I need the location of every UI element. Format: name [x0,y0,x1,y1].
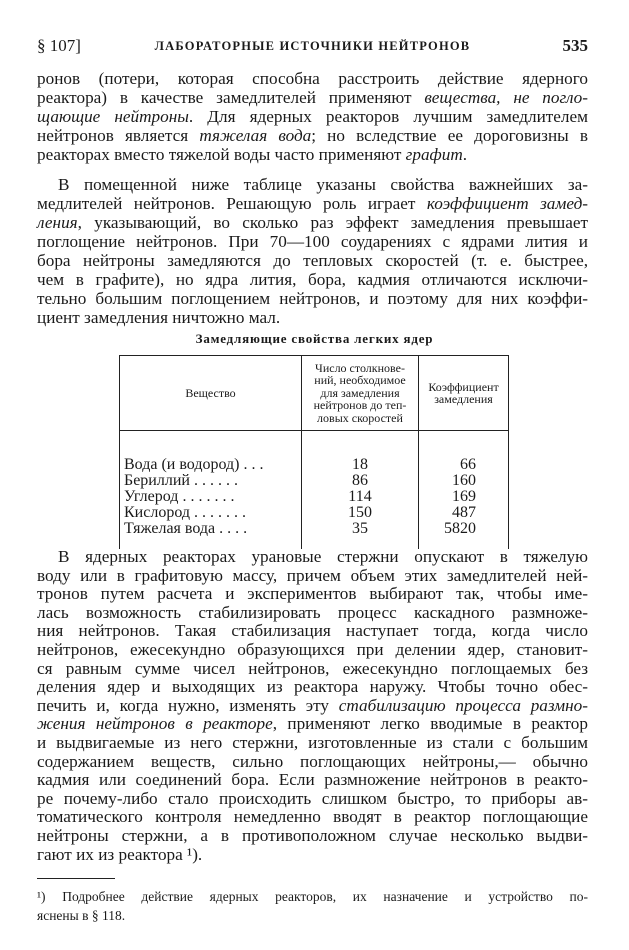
col-header-collisions: Число столкнове- ний, необходимое для замедления нейтронов до теп- ловых скоростей [302,356,419,431]
coefficient-cell: 160 [419,473,509,489]
italic-text: графит [405,145,463,164]
text-line [37,715,588,734]
coefficient-cell: 169 [419,489,509,505]
text-span: ; но вследствие ее дороговизны в [311,126,588,145]
text-line [37,289,588,308]
substance-cell: Углерод . . . . . . . [124,488,235,505]
text-span: гают их из реактора ¹). [37,844,203,864]
text-line [37,808,588,827]
collisions-cell: 114 [302,489,419,505]
substance-cell: Тяжелая вода . . . . [124,520,248,537]
italic-text: коэффициент замед- [426,194,588,213]
text-span: и выдвигаемые из него стержни, изготовленные из стали с большим [37,732,588,752]
substance-cell: Бериллий . . . . . . [124,472,238,489]
table-row [120,431,509,474]
italic-text: жения нейтронов в реакторе [37,714,273,734]
moderator-table [119,355,509,549]
text-line [37,641,588,660]
coefficient-cell: 66 [419,431,509,474]
text-span: содержанием веществ, сильно поглощающих нейтроны,— обычно [37,751,588,771]
text-line [37,846,588,865]
text-line [37,790,588,809]
text-line [37,126,588,145]
text-line [37,660,588,679]
footnote [37,887,588,925]
col-header-substance: Вещество [120,356,302,431]
text-line [37,270,588,289]
text-span: реакторах вместо тяжелой воды часто применяют [37,145,406,164]
paragraph [37,175,588,327]
coefficient-cell: 487 [419,505,509,521]
text-span: нейтроны стержни, а в противоположном случае несколько выдви- [37,825,588,845]
collisions-cell: 35 [302,521,419,549]
col-header-coefficient: Коэффициент замедления [419,356,509,431]
text-line [37,213,588,232]
text-line [37,194,588,213]
text-span: печить и, когда нужно, изменять эту [37,695,339,715]
italic-text: вещества, не погло- [424,88,588,107]
table-row [120,489,509,505]
text-span: воду или в графитовую массу, причем объем этих замедлителей ней- [37,565,588,585]
text-span: реактора) в качестве замедлителей применяют [37,88,425,107]
running-header [37,36,588,58]
text-span: тронов путем расчета и экспериментов выбирают так, чтобы име- [37,584,588,604]
text-line [37,622,588,641]
text-span: томатического контроля немедленно вводят в реактор поглощающие [37,807,588,827]
text-span: В ядерных реакторах урановые стержни опускают в тяжелую [58,547,588,566]
text-span: , применяют легко вводимые в реактор [272,714,588,734]
text-line [37,88,588,107]
text-span: ся равным сумме чисел нейтронов, ежесекундно поглощаемых без [37,658,588,678]
text-span: лась возможность стабилизировать процесс каскадного размноже- [37,602,588,622]
text-span: ронов (потери, которая способна расстроить действие ядерного [37,69,588,88]
collisions-cell: 18 [302,431,419,474]
text-line [37,771,588,790]
footnote-line: ¹) Подробнее действие ядерных реакторов, их назначение и устройство по- [37,889,588,904]
text-line [37,69,588,88]
table-row [120,505,509,521]
coefficient-cell: 5820 [419,521,509,549]
text-line [37,251,588,270]
italic-text: тяжелая вода [199,126,312,145]
text-line [37,678,588,697]
substance-cell: Вода (и водород) . . . [124,456,264,473]
text-line [37,308,588,327]
text-line [37,604,588,623]
paragraph [37,69,588,164]
text-line [37,145,588,164]
text-span: . Для ядерных реакторов лучшим замедлителем [188,107,588,126]
text-line [37,107,588,126]
text-line [37,585,588,604]
text-line [37,734,588,753]
collisions-cell: 150 [302,505,419,521]
text-line [37,827,588,846]
text-span: , указывающий, во сколько раз эффект замедления превышает [77,213,588,232]
text-span: медлителей нейтронов. Решающую роль играет [37,194,427,213]
text-span: ре почему-либо стало происходить слишком быстро, то приборы ав- [37,788,588,808]
page-number: 535 [562,36,588,55]
text-span: нейтронов является [37,126,200,145]
text-span: . [462,145,468,164]
paragraph [37,548,588,864]
substance-cell: Кислород . . . . . . . [124,504,246,521]
text-span: бора нейтроны замедляются до тепловых скоростей (т. е. быстрее, [37,251,588,270]
collisions-cell: 86 [302,473,419,489]
table-row [120,521,509,549]
footnote-rule [37,878,115,879]
table-row [120,473,509,489]
text-span: В помещенной ниже таблице указаны свойства важнейших за- [58,175,588,194]
text-line [37,548,588,567]
text-line [37,753,588,772]
text-line [37,567,588,586]
table-title: Замедляющие свойства легких ядер [195,331,434,346]
text-span: тельно большим поглощением нейтронов, и поэтому для них коэффи- [37,289,588,308]
text-span: кадмия или соединений бора. Если размножение нейтронов в реакто- [37,770,588,790]
italic-text: щающие нейтроны [37,107,189,126]
text-span: чем в графите), но ядра лития, бора, кадмия отличаются исключи- [37,270,588,289]
footnote-line: яснены в § 118. [37,908,126,923]
text-span: ния нейтронов. Такая стабилизация наступает тогда, когда число [37,621,588,641]
text-span: поглощение нейтронов. При 70—100 соударениях с ядрами лития и [37,232,588,251]
italic-text: ления [37,213,78,232]
running-title: ЛАБОРАТОРНЫЕ ИСТОЧНИКИ НЕЙТРОНОВ [154,39,471,53]
text-line [37,175,588,194]
section-number: § 107] [37,36,81,55]
text-span: деления ядер и выходящих из реактора наружу. Чтобы точно обес- [37,677,588,697]
text-line [37,232,588,251]
text-span: циент замедления ничтожно мал. [37,308,281,327]
italic-text: стабилизацию процесса размно- [338,695,588,715]
text-line [37,697,588,716]
text-span: нейтронов, ежесекундно образующихся при делении ядер, становит- [37,639,588,659]
